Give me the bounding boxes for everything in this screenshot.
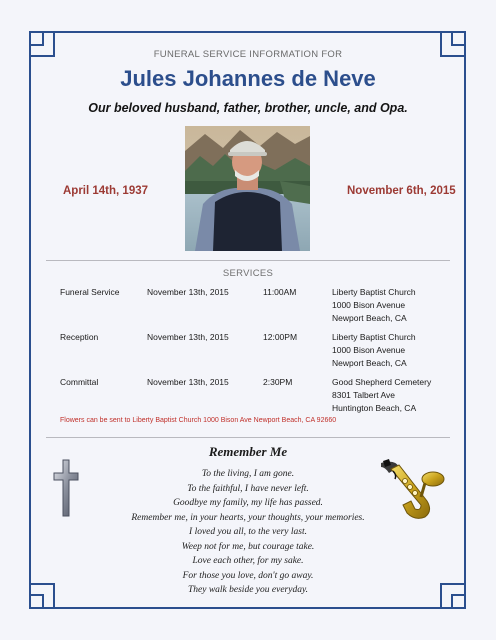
divider <box>46 260 450 261</box>
service-date: November 13th, 2015 <box>147 332 229 342</box>
location-line: 8301 Talbert Ave <box>332 390 396 400</box>
service-time: 12:00PM <box>263 332 298 342</box>
poem-line: Love each other, for my sake. <box>192 556 304 566</box>
location-line: Newport Beach, CA <box>332 358 407 368</box>
service-name: Funeral Service <box>60 287 120 297</box>
location-line: 1000 Bison Avenue <box>332 345 406 355</box>
services-heading: SERVICES <box>222 268 274 279</box>
location-line: Liberty Baptist Church <box>332 287 416 297</box>
cross-icon <box>53 459 79 517</box>
location-line: Huntington Beach, CA <box>332 403 417 413</box>
deceased-name: Jules Johannes de Neve <box>120 66 376 91</box>
flowers-note: Flowers can be sent to Liberty Baptist Church 1000 Bison Ave Newport Beach, CA 92660 <box>60 417 337 424</box>
service-time: 2:30PM <box>263 377 293 387</box>
poem-line: To the faithful, I have never left. <box>187 483 309 494</box>
location-line: Liberty Baptist Church <box>332 332 416 342</box>
saxophone-icon <box>377 457 447 523</box>
divider <box>46 437 450 438</box>
header-label: FUNERAL SERVICE INFORMATION FOR <box>153 49 343 60</box>
poem-line: I loved you all, to the very last. <box>189 527 307 537</box>
service-location <box>332 331 416 370</box>
poem-line: Weep not for me, but courage take. <box>181 541 315 552</box>
service-time: 11:00AM <box>263 287 297 297</box>
poem-line: To the living, I am gone. <box>201 469 295 479</box>
tagline: Our beloved husband, father, brother, uncle, and Opa. <box>88 101 408 115</box>
service-name: Committal <box>60 377 99 387</box>
poem-line: Remember me, in your hearts, your thoughts, your memories. <box>131 512 365 523</box>
birth-date: April 14th, 1937 <box>63 185 149 197</box>
location-line: Good Shepherd Cemetery <box>332 377 432 387</box>
poem-title: Remember Me <box>208 444 288 459</box>
death-date: November 6th, 2015 <box>347 185 456 197</box>
poem-line: They walk beside you everyday. <box>187 585 309 595</box>
poem-line: Goodbye my family, my life has passed. <box>173 498 323 508</box>
service-location <box>332 376 431 415</box>
service-name: Reception <box>60 332 99 342</box>
location-line: Newport Beach, CA <box>332 313 407 323</box>
service-date: November 13th, 2015 <box>147 287 229 297</box>
portrait-photo <box>185 126 310 251</box>
service-date: November 13th, 2015 <box>147 377 229 387</box>
poem-line: For those you love, don't go away. <box>182 570 314 581</box>
location-line: 1000 Bison Avenue <box>332 300 406 310</box>
service-location <box>332 286 416 325</box>
